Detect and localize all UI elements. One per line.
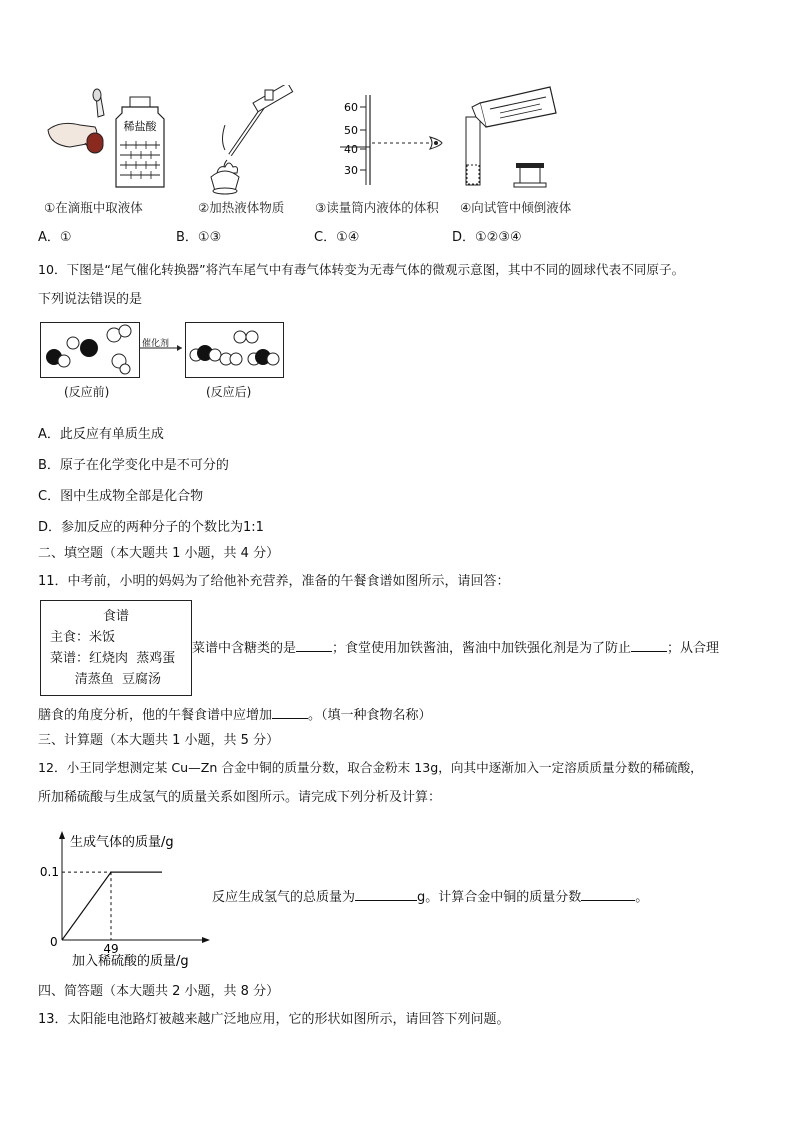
menu-line-2: 菜谱：红烧肉 蒸鸡蛋	[50, 651, 176, 666]
caption-4: ④向试管中倾倒液体	[460, 200, 572, 215]
q9-option-b[interactable]: B．①③	[176, 230, 222, 245]
q10-option-a[interactable]: A．此反应有单质生成	[38, 427, 164, 442]
q9-figures	[40, 85, 600, 195]
reaction-before-box	[40, 322, 140, 378]
section-4-heading: 四、简答题（本大题共 2 小题，共 8 分）	[38, 984, 280, 999]
q12-answer-line	[212, 888, 648, 907]
chart-ylabel: 生成气体的质量/g	[70, 835, 174, 850]
cylinder-tick-40: 40	[344, 143, 358, 156]
q13-stem: 13．太阳能电池路灯被越来越广泛地应用，它的形状如图所示，请回答下列问题。	[38, 1012, 510, 1027]
hydrogen-mass-chart	[30, 825, 210, 973]
q11-blank-1[interactable]	[296, 639, 332, 652]
q11-text-c: ；从合理	[667, 641, 720, 656]
heating-tube-illustration	[205, 85, 315, 195]
menu-line-1: 主食：米饭	[50, 630, 116, 645]
chart-xlabel: 加入稀硫酸的质量/g	[72, 954, 189, 969]
q11-text-b: ；食堂使用加铁酱油，酱油中加铁强化剂是为了防止	[332, 641, 632, 656]
series-line	[62, 872, 162, 940]
q10-option-b[interactable]: B．原子在化学变化中是不可分的	[38, 458, 229, 473]
reaction-after-box	[185, 322, 284, 378]
menu-box	[40, 600, 192, 696]
dropper-bottle-illustration	[40, 85, 170, 195]
q11-text-e: 。（填一种食物名称）	[308, 708, 432, 723]
q11-stem: 11．中考前，小明的妈妈为了给他补充营养，准备的午餐食谱如图所示，请回答：	[38, 574, 510, 589]
y-axis-arrow	[59, 831, 65, 839]
q12-blank-2[interactable]	[581, 888, 635, 901]
q12-text-c: 。	[635, 890, 649, 905]
caption-2: ②加热液体物质	[198, 200, 285, 215]
cylinder-tick-30: 30	[344, 164, 358, 177]
q11-blank-3[interactable]	[272, 706, 308, 719]
q11-text-d: 膳食的角度分析，他的午餐食谱中应增加	[38, 708, 273, 723]
q10-option-d[interactable]: D．参加反应的两种分子的个数比为1:1	[38, 520, 264, 535]
caption-3: ③读量筒内液体的体积	[315, 200, 439, 215]
bottle-label: 稀盐酸	[123, 120, 157, 133]
catalyst-label: 催化剂	[142, 339, 170, 349]
x-tick-label: 49	[103, 942, 119, 956]
q12-stem-line1: 12．小王同学想测定某 Cu—Zn 合金中铜的质量分数，取合金粉末 13g，向其中逐渐加入一定溶质质量分数的稀硫酸，	[38, 760, 703, 775]
section-2-heading: 二、填空题（本大题共 1 小题，共 4 分）	[38, 546, 280, 561]
q12-blank-1[interactable]	[355, 888, 417, 901]
cylinder-tick-60: 60	[344, 101, 358, 114]
q11-text-a: 菜谱中含糖类的是	[192, 641, 297, 656]
chart-origin-label: 0	[50, 935, 58, 949]
cylinder-tick-50: 50	[344, 124, 358, 137]
after-label: (反应后)	[206, 385, 252, 399]
section-3-heading: 三、计算题（本大题共 1 小题，共 5 分）	[38, 733, 280, 748]
q12-text-b: g。计算合金中铜的质量分数	[417, 890, 582, 905]
caption-1: ①在滴瓶中取液体	[44, 200, 143, 215]
q11-answer-line-2	[38, 706, 432, 725]
menu-title: 食谱	[102, 609, 129, 624]
q12-stem-line2: 所加稀硫酸与生成氢气的质量关系如图所示。请完成下列分析及计算：	[38, 790, 442, 805]
before-label: (反应前)	[64, 385, 110, 399]
q10-stem-line1: 10．下图是“尾气催化转换器”将汽车尾气中有毒气体转变为无毒气体的微观示意图，其中不同的圆球代表不同原子。	[38, 262, 685, 277]
q11-answer-line	[192, 639, 719, 658]
x-axis-arrow	[202, 937, 210, 943]
q9-option-d[interactable]: D．①②③④	[452, 230, 522, 245]
pouring-liquid-illustration	[460, 85, 570, 195]
q9-option-c[interactable]: C．①④	[314, 230, 360, 245]
y-tick-label: 0.1	[39, 865, 59, 880]
menu-line-3: 清蒸鱼 豆腐汤	[50, 672, 162, 687]
q10-option-c[interactable]: C．图中生成物全部是化合物	[38, 489, 204, 504]
chart-marks	[40, 865, 162, 956]
q9-option-a[interactable]: A．①	[38, 230, 72, 245]
q12-text-a: 反应生成氢气的总质量为	[212, 890, 356, 905]
graduated-cylinder-illustration	[330, 85, 450, 195]
q11-blank-2[interactable]	[631, 639, 667, 652]
q10-stem-line2: 下列说法错误的是	[38, 292, 143, 307]
